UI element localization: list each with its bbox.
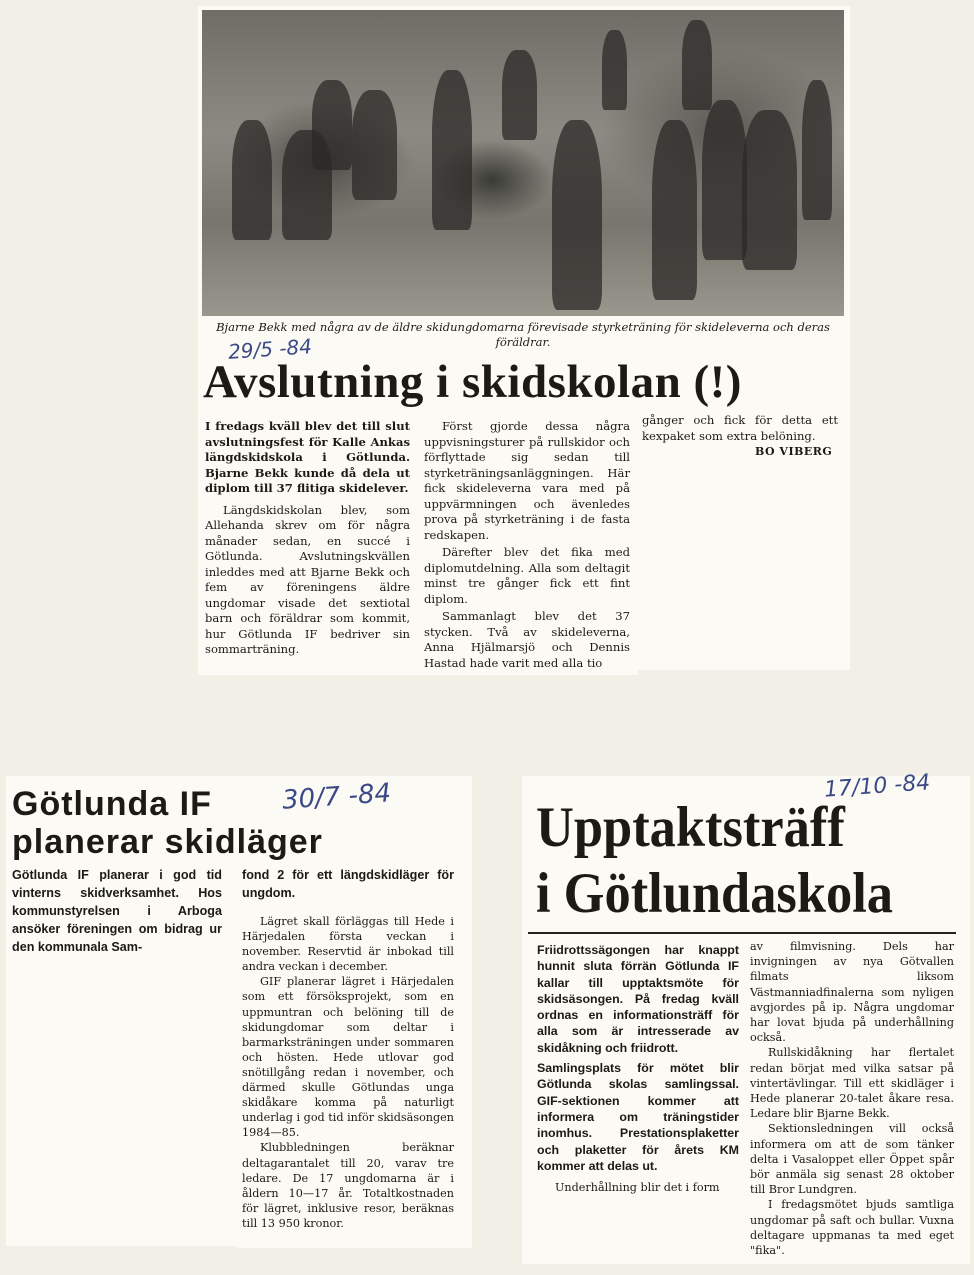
date-note-2: 30/7 -84 — [281, 778, 393, 816]
article3-paragraph: Underhållning blir det i form — [555, 1181, 720, 1195]
byline-bo-viberg: BO VIBERG — [755, 445, 833, 458]
news-photo — [202, 10, 844, 316]
article2-column-1 — [12, 866, 222, 956]
article2-lead: Götlunda IF planerar i god tid vinterns skidverksamhet. Hos kommunstyrelsen i Arboga ansöker föreningen om bidrag ur den kommunala Sam- — [12, 868, 222, 954]
article1-column-3 — [642, 413, 838, 444]
article3-paragraph: Sektionsledningen vill också informera om att de som tänker delta i Vasaloppet eller Öppet spår bör anmäla sig senast 28 oktober till Bror Lundgren. — [750, 1122, 954, 1197]
article2-paragraph: Klubbledningen beräknar deltagarantalet till 20, varav tre ledare. De 17 ungdomarna är i åldern 10—17 år. Totaltkostnaden för lägret, inklusive resor, beräknas till 13 950 kronor. — [242, 1141, 454, 1230]
headline-upptakt-line2: i Götlundaskola — [536, 862, 894, 925]
photo-caption: Bjarne Bekk med några av de äldre skidungdomarna förevisade styrketräning för skideleverna och deras föräldrar. — [216, 320, 830, 349]
headline-upptakt — [536, 795, 893, 927]
article2-paragraph: GIF planerar lägret i Härjedalen som ett försöksprojekt, som en uppmuntran och belöning till de skidungdomar som deltar i barmarksträningen under sommaren och hösten. Hede utlovar god snötillgång redan i november, och därmed skulle Götlundas unga skidåkare komma på naturligt underlag i god tid inför skidsäsongen 1984—85. — [242, 975, 454, 1140]
article3-lead: Friidrottssägongen har knappt hunnit sluta förrän Götlunda IF kallar till upptaktsmöte för skidsäsongen. På fredag kväll ordnas en informationsträff för alla som är intresserade av skidåkning och friidrott. — [537, 943, 739, 1055]
article1-paragraph: gånger och fick för detta ett kexpaket som extra belöning. — [642, 413, 838, 443]
article2-column-2 — [242, 866, 454, 1231]
article3-lead: Samlingsplats för mötet blir Götlunda skolas samlingssal. GIF-sektionen kommer att informera om träningstider inomhus. Prestationsplaketter och plaketter för årets KM kommer att delas ut. — [537, 1061, 739, 1173]
article3-paragraph: av filmvisning. Dels har invigningen av nya Götvallen filmats liksom Västmanniadfinalerna som nyligen avgjordes på ip. Några ungdomar har lovat bjuda på underhållning också. — [750, 940, 954, 1045]
article1-column-2 — [424, 419, 630, 671]
article1-paragraph: Längdskidskolan blev, som Allehanda skrev om för några månader sedan, en succé i Götlunda. Avslutningskvällen inleddes med att Bjarne Bekk och fem av föreningens äldre ungdomar visade det sextiotal barn och föräldrar som kommit, hur Götlunda IF bedriver sin sommarträning. — [205, 502, 410, 656]
article2-paragraph: Lägret skall förläggas till Hede i Härjedalen första veckan i november. Reservtid är inbokad till andra veckan i december. — [242, 915, 454, 974]
article1-column-1 — [205, 419, 410, 658]
article1-lead: I fredags kväll blev det till slut avslutningsfest för Kalle Ankas längdskidskola i Götlunda. Bjarne Bekk kunde då dela ut diplom till 37 flitiga skidelever. — [205, 419, 410, 495]
article3-column-2 — [750, 939, 954, 1258]
article3-column-1 — [537, 942, 739, 1196]
headline-skidlager-line2: planerar skidläger — [12, 823, 323, 861]
article1-paragraph: Därefter blev det fika med diplomutdelning. Alla som deltagit minst tre gånger fick ett fint diplom. — [424, 545, 630, 606]
article1-paragraph: Först gjorde dessa några uppvisningsturer på rullskidor och förflyttade sig sedan till styrketräningsanläggningen. Här fick skideleverna vara med på uppvärmningen och ävenledes prova på styrketräning i de fasta redskapen. — [424, 419, 630, 542]
article3-paragraph: Rullskidåkning har flertalet redan börjat med vilka satsar på vintertävlingar. Till ett skidläger i Hede planerar 20-talet åkare resa. Ledare blir Bjarne Bekk. — [750, 1046, 954, 1121]
headline-skidlager — [12, 785, 323, 861]
article3-paragraph: I fredagsmötet bjuds samtliga ungdomar på saft och bullar. Vuxna deltagare uppmanas ta med eget "fika". — [750, 1198, 954, 1258]
article2-col2-lead: fond 2 för ett längdskidläger för ungdom. — [242, 868, 454, 900]
article1-paragraph: Sammanlagt blev det 37 stycken. Två av skideleverna, Anna Hjälmarsjö och Dennis Hastad hade varit med alla tio — [424, 609, 630, 670]
date-note-1: 29/5 -84 — [227, 334, 313, 364]
date-note-3: 17/10 -84 — [823, 770, 932, 803]
headline-upptakt-line1: Upptaktsträff — [536, 796, 845, 859]
headline-avslutning: Avslutning i skidskolan (!) — [203, 356, 742, 408]
headline-skidlager-line1: Götlunda IF — [12, 785, 212, 823]
divider-line — [528, 932, 956, 934]
